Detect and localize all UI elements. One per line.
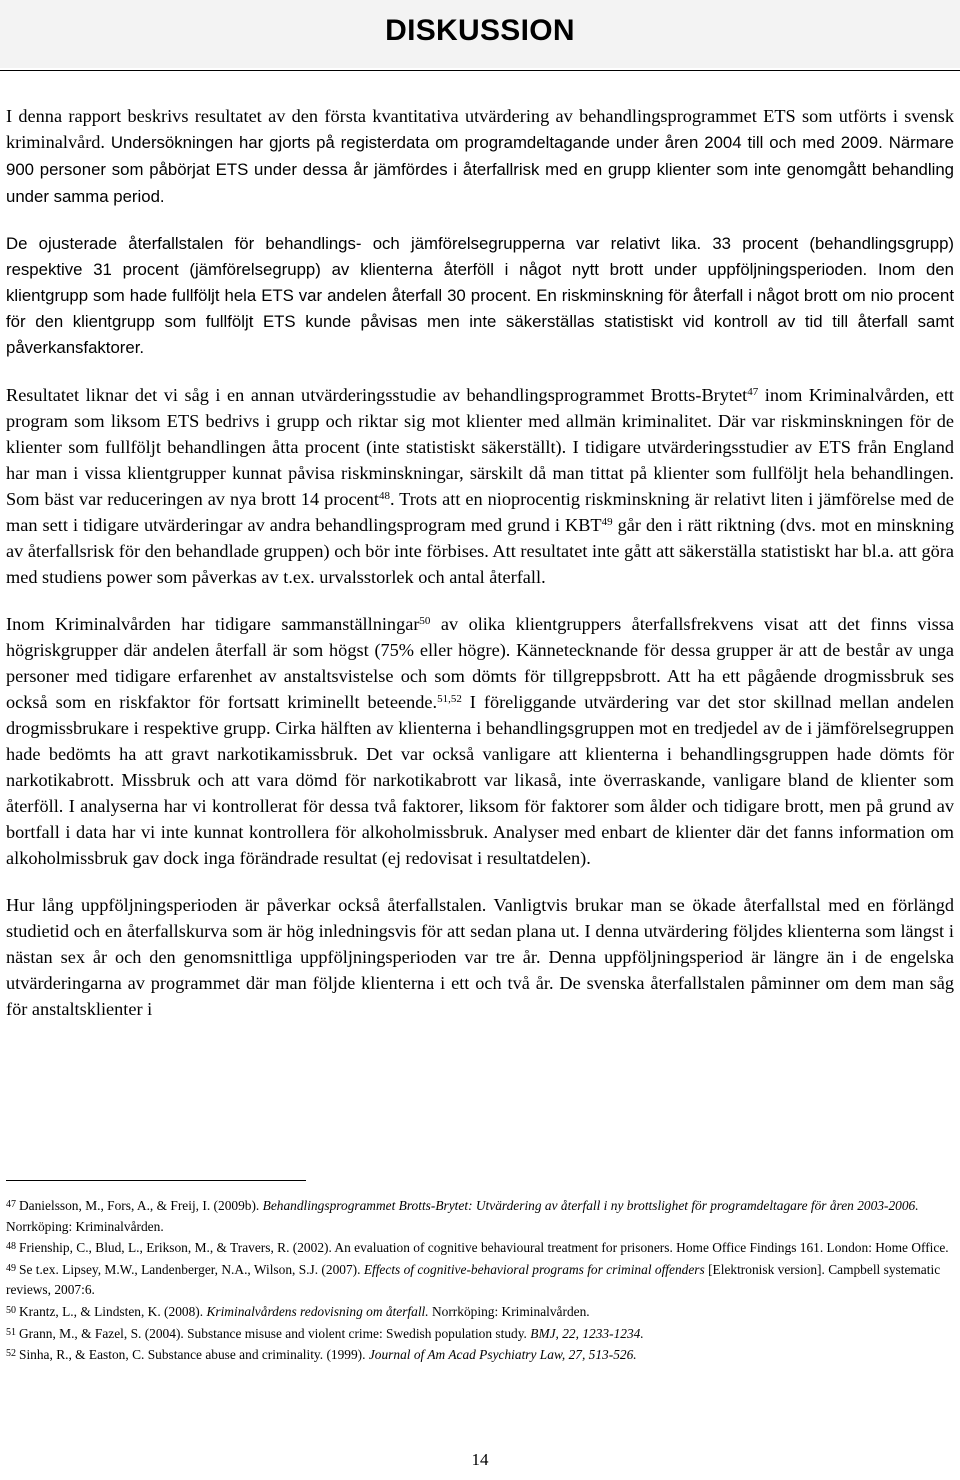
paragraph-1-part-b: Undersökningen har gjorts på registerdata om programdeltagande under åren 2004 till och med 2009. Närmare 900 personer som påbörjat ETS under dessa år jämfördes i återfallrisk med en grupp klienter som inte genomgått behandling under samma period. xyxy=(6,133,954,206)
footnote-text: Grann, M., & Fazel, S. (2004). Substance misuse and violent crime: Swedish population study. xyxy=(19,1325,531,1341)
footnote-ref-47[interactable]: 47 xyxy=(747,386,759,398)
footnote-text: Sinha, R., & Easton, C. Substance abuse and criminality. (1999). xyxy=(19,1347,369,1363)
footnote-text: Norrköping: Kriminalvården. xyxy=(428,1303,590,1319)
footnote xyxy=(6,1323,954,1345)
footnote-ref-50[interactable]: 50 xyxy=(419,615,431,627)
paragraph-4-part-b: av olika klientgruppers återfallsfrekvens visat att det finns vissa högriskgrupper där andelen återfall är som högst (75% eller högre). Kännetecknande för dessa grupper är att de består av unga personer med tidigare erfarenhet av anstaltsvistelse och som dömts för tillgreppsbrott. Att ha ett pågående drogmissbruk ses också som en riskfaktor för fortsatt kriminellt beteende. xyxy=(6,614,954,712)
footnote-text: Norrköping: Kriminalvården. xyxy=(6,1218,164,1234)
footnote-number: 51 xyxy=(6,1326,16,1338)
page-title: DISKUSSION xyxy=(385,14,575,47)
footnote-text: Danielsson, M., Fors, A., & Freij, I. (2009b). xyxy=(19,1198,263,1213)
paragraph-3-part-d: går den i rätt riktning (dvs. mot en minskning av återfallsrisk för den behandlade gruppen) och bör inte förbises. Att resultatet inte gått att säkerställa statistiskt har bl.a. att göra med studiens power som påverkas av t.ex. urvalsstorlek och antal återfall. xyxy=(6,515,954,587)
footnote xyxy=(6,1259,954,1301)
footnote xyxy=(6,1195,954,1237)
paragraph-1 xyxy=(6,103,954,210)
footnote-number: 49 xyxy=(6,1262,16,1274)
footnote xyxy=(6,1301,954,1323)
footnote-title: Behandlingsprogrammet Brotts-Brytet: Utvärdering av återfall i ny brottslighet för programdeltagare för åren 2003-2006. xyxy=(262,1198,919,1213)
footnote-number: 47 xyxy=(6,1199,16,1210)
heading-banner xyxy=(0,0,960,68)
footnote xyxy=(6,1237,954,1259)
footnote-title: BMJ, 22, 1233-1234. xyxy=(530,1325,644,1341)
footnote-text: Krantz, L., & Lindsten, K. (2008). xyxy=(19,1303,207,1319)
paragraph-4 xyxy=(6,611,954,871)
footnote-text: Frienship, C., Blud, L., Erikson, M., & Travers, R. (2002). An evaluation of cognitive behavioural treatment for prisoners. Home Office Findings 161. London: Home Office. xyxy=(19,1240,949,1256)
page-number: 14 xyxy=(471,1450,489,1469)
footnote-number: 48 xyxy=(6,1241,16,1253)
paragraph-4-part-a: Inom Kriminalvården har tidigare sammanställningar xyxy=(6,614,420,634)
paragraph-2: De ojusterade återfallstalen för behandlings- och jämförelsegrupperna var relativt lika. 33 procent (behandlingsgrupp) respektive 31 procent (jämförelsegrupp) av klienterna återföll i något nytt brott under uppföljningsperioden. Inom den klientgrupp som hade fullföljt hela ETS var andelen återfall 30 procent. En riskminskning för återfall i något brott om nio procent för den klientgrupp som fullföljt ETS kunde påvisas men inte säkerställas statistiskt vid kontroll av tid till återfall samt påverkansfaktorer. xyxy=(6,234,954,357)
paragraph-3 xyxy=(6,382,954,590)
paragraph-3-part-c: . Trots att en nioprocentig riskminskning är relativt liten i jämförelse med de man sett i tidigare utvärderingar av andra behandlingsprogram med grund i KBT xyxy=(6,489,955,535)
heading-divider xyxy=(0,70,960,71)
footnote-title: Effects of cognitive-behavioral programs for criminal offenders xyxy=(363,1261,705,1277)
main-text xyxy=(6,103,954,1043)
footnote-text: Se t.ex. Lipsey, M.W., Landenberger, N.A., Wilson, S.J. (2007). xyxy=(19,1261,364,1277)
paragraph-3-part-a: Resultatet liknar det vi såg i en annan utvärderingsstudie av behandlingsprogrammet Brotts-Brytet xyxy=(6,385,748,405)
footnote-text: [Elektronisk version]. Campbell systematic reviews, 2007:6. xyxy=(6,1261,941,1298)
footnote-number: 52 xyxy=(6,1348,16,1360)
footnote-divider xyxy=(6,1180,306,1181)
paragraph-1-part-a: I denna rapport beskrivs resultatet av den första kvantitativa utvärdering av behandlingsprogrammet ETS som utförts i svensk kriminalvård. xyxy=(6,106,954,152)
footnote-ref-48[interactable]: 48 xyxy=(378,490,390,502)
footnotes xyxy=(6,1195,954,1366)
footnote-title: Journal of Am Acad Psychiatry Law, 27, 513-526. xyxy=(368,1347,637,1363)
footnote-number: 50 xyxy=(6,1304,16,1316)
footnote-title: Kriminalvårdens redovisning om återfall. xyxy=(206,1303,429,1319)
paragraph-5: Hur lång uppföljningsperioden är påverkar också återfallstalen. Vanligtvis brukar man se ökade återfallstal med en förlängd studietid och en återfallskurva som är hög inledningsvis för att sedan plana ut. I denna utvärdering följdes klienterna som längst i nästan sex år och den genomsnittliga uppföljningsperioden var tre år. Denna uppföljningsperiod är längre än i de engelska utvärderingarna av programmet där man följde klienterna i ett och två år. De svenska återfallstalen påminner om dem man såg för anstaltsklienter i xyxy=(6,895,954,1019)
footnote xyxy=(6,1344,954,1366)
paragraph-4-part-c: I föreliggande utvärdering var det stor skillnad mellan andelen drogmissbrukare i respektive grupp. Cirka hälften av klienterna i behandlingsgruppen mot en tredjedel av de i jämförelsegruppen hade bedömts ha att gravt narkotikamissbruk. Det var också vanligare att klienterna i behandlingsgruppen hade dömts för narkotikabrott. Missbruk och att vara dömd för narkotikabrott var likaså, inte överraskande, vanligare bland de klienter som återföll. I analyserna har vi kontrollerat för dessa två faktorer, liksom för faktorer som ålder och tidigare brott, men på grund av bortfall i data har vi inte kunnat kontrollera för alkoholmissbruk. Analyser med enbart de klienter där det fanns information om alkoholmissbruk gav dock inga förändrade resultat (ej redovisat i resultatdelen). xyxy=(6,692,954,868)
footnote-ref-51-52[interactable]: 51,52 xyxy=(437,693,462,705)
paragraph-3-part-b: inom Kriminalvården, ett program som liksom ETS bedrivs i grupp och riktar sig mot klienter med allmän kriminalitet. Där var riskminskningen för de klienter som fullföljt behandlingen åtta procent (inte statistiskt säkerställt). I tidigare utvärderingsstudier av ETS från England har man i vissa klientgrupper kunnat påvisa riskminskningar, särskilt då man tittat på klienter som fullföljt hela behandlingen. Som bäst var reduceringen av nya brott 14 procent xyxy=(6,385,955,509)
footnote-ref-49[interactable]: 49 xyxy=(601,516,613,528)
